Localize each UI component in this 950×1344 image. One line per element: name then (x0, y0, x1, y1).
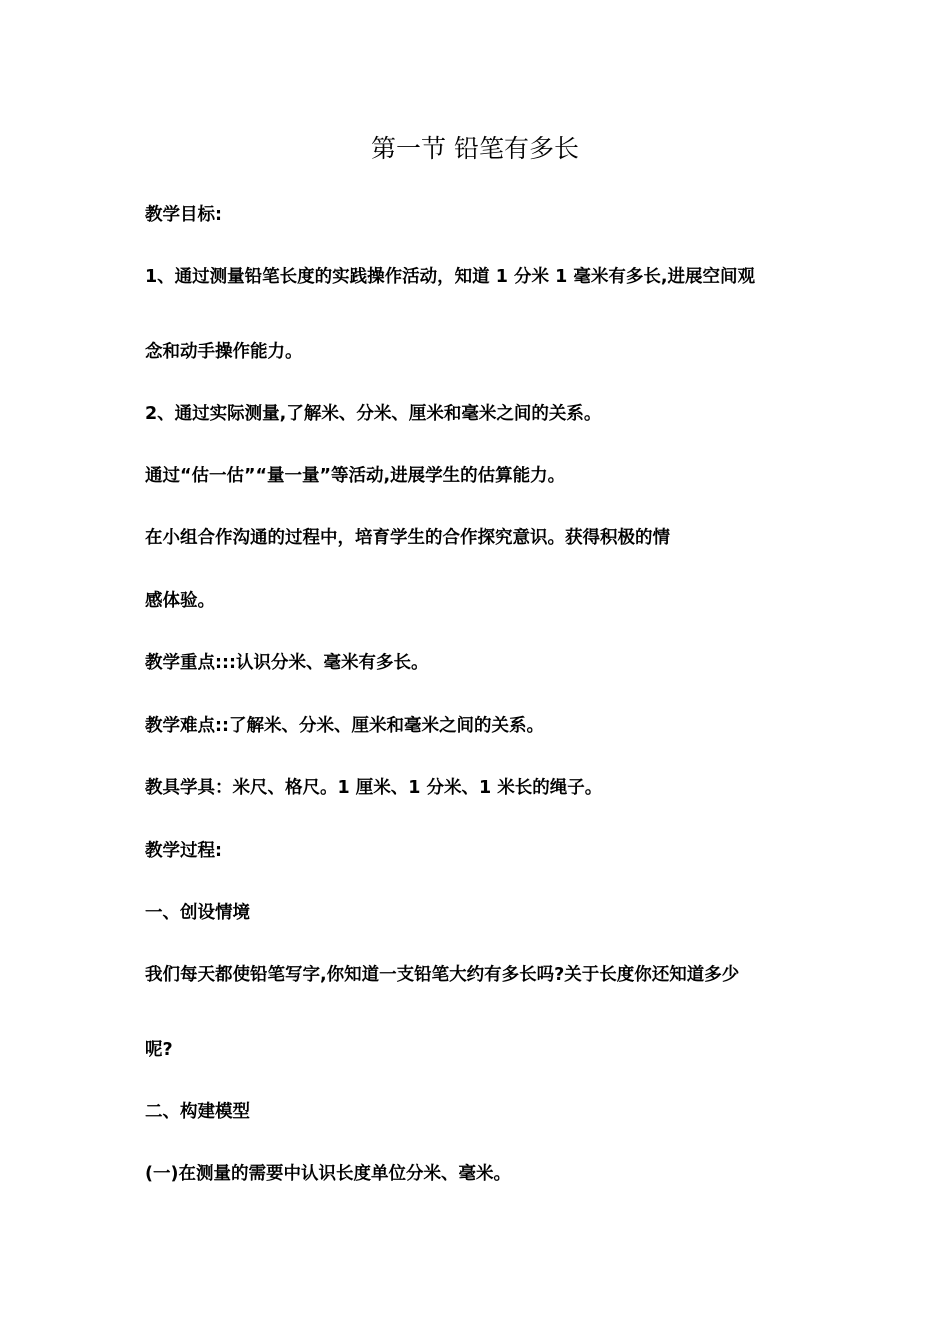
objective-3: 通过“估一估”“量一量”等活动,进展学生的估算能力。 (145, 466, 566, 486)
document-title: 第一节 铅笔有多长 (371, 134, 579, 163)
section-2-heading: 二、构建模型 (145, 1102, 250, 1122)
objectives-heading: 教学目标: (145, 205, 222, 225)
section-1-text-line-1: 我们每天都使铅笔写字,你知道一支铅笔大约有多长吗?关于长度你还知道多少 (145, 965, 740, 985)
key-points: 教学重点:::认识分米、毫米有多长。 (145, 653, 429, 673)
difficult-points: 教学难点::了解米、分米、厘米和毫米之间的关系。 (145, 716, 544, 736)
objective-4-line-2: 感体验。 (145, 591, 215, 611)
objective-2: 2、通过实际测量,了解米、分米、厘米和毫米之间的关系。 (145, 404, 602, 424)
subsection-1-heading: (一)在测量的需要中认识长度单位分米、毫米。 (145, 1164, 511, 1184)
teaching-aids: 教具学具：米尺、格尺。1 厘米、1 分米、1 米长的绳子。 (145, 778, 603, 798)
process-heading: 教学过程: (145, 841, 222, 861)
objective-1-line-2: 念和动手操作能力。 (145, 342, 303, 362)
objective-1-line-1: 1、通过测量铅笔长度的实践操作活动，知道 1 分米 1 毫米有多长,进展空间观 (145, 267, 756, 287)
section-1-heading: 一、创设情境 (145, 903, 250, 923)
objective-4-line-1: 在小组合作沟通的过程中，培育学生的合作探究意识。获得积极的情 (145, 528, 670, 548)
section-1-text-line-2: 呢? (145, 1040, 173, 1060)
